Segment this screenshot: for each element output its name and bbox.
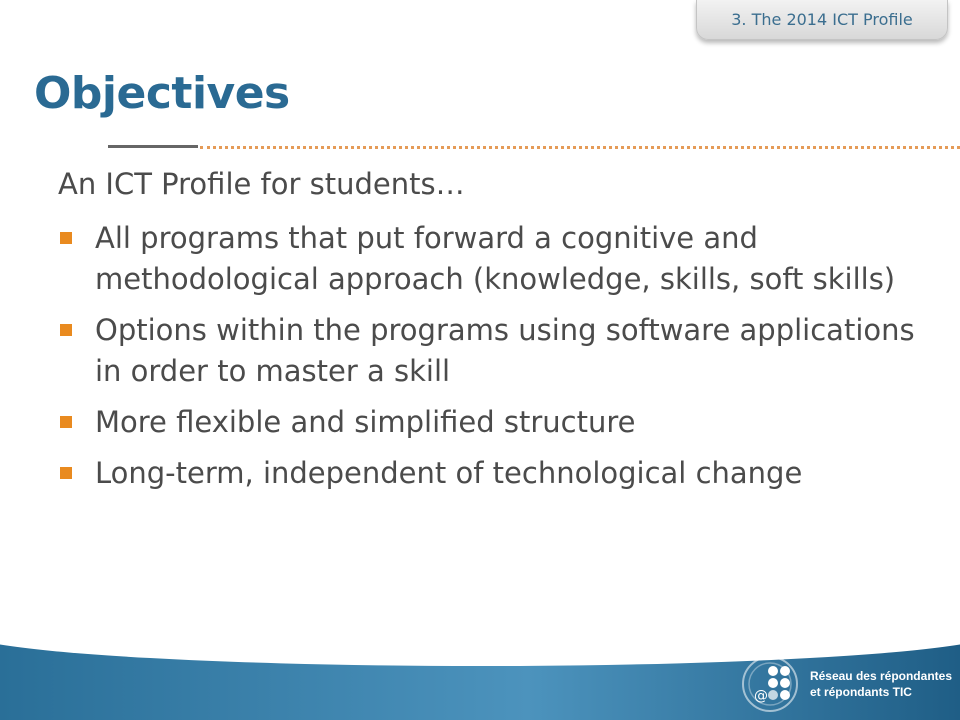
bullet-item	[58, 453, 938, 494]
network-logo-icon	[740, 654, 806, 714]
organization-logo	[740, 654, 952, 714]
logo-wordmark	[810, 668, 952, 700]
bullet-item	[58, 310, 938, 392]
logo-line-2: et répondants TIC	[809, 685, 912, 699]
bullet-square-icon	[60, 232, 72, 244]
bullet-text: Options within the programs using software applications in order to master a skill	[95, 313, 915, 388]
bullet-text: All programs that put forward a cognitive and methodological approach (knowledge, skills, soft skills)	[95, 221, 896, 296]
section-tab: 3. The 2014 ICT Profile	[696, 0, 948, 40]
bullet-list	[58, 218, 938, 494]
bullet-item	[58, 218, 938, 300]
title-divider-solid	[108, 145, 198, 148]
slide-title: Objectives	[34, 68, 290, 119]
bullet-text: Long-term, independent of technological change	[95, 456, 803, 490]
bullet-item	[58, 402, 938, 443]
title-divider-dotted	[200, 146, 960, 149]
bullet-text: More flexible and simplified structure	[95, 405, 636, 439]
footer-band	[0, 640, 960, 720]
bullet-square-icon	[60, 416, 72, 428]
intro-text: An ICT Profile for students…	[58, 167, 465, 201]
bullet-square-icon	[60, 324, 72, 336]
logo-at-symbol: @	[753, 688, 768, 704]
bullet-square-icon	[60, 467, 72, 479]
logo-line-1: Réseau des répondantes	[809, 669, 952, 683]
slide-body	[58, 162, 938, 504]
